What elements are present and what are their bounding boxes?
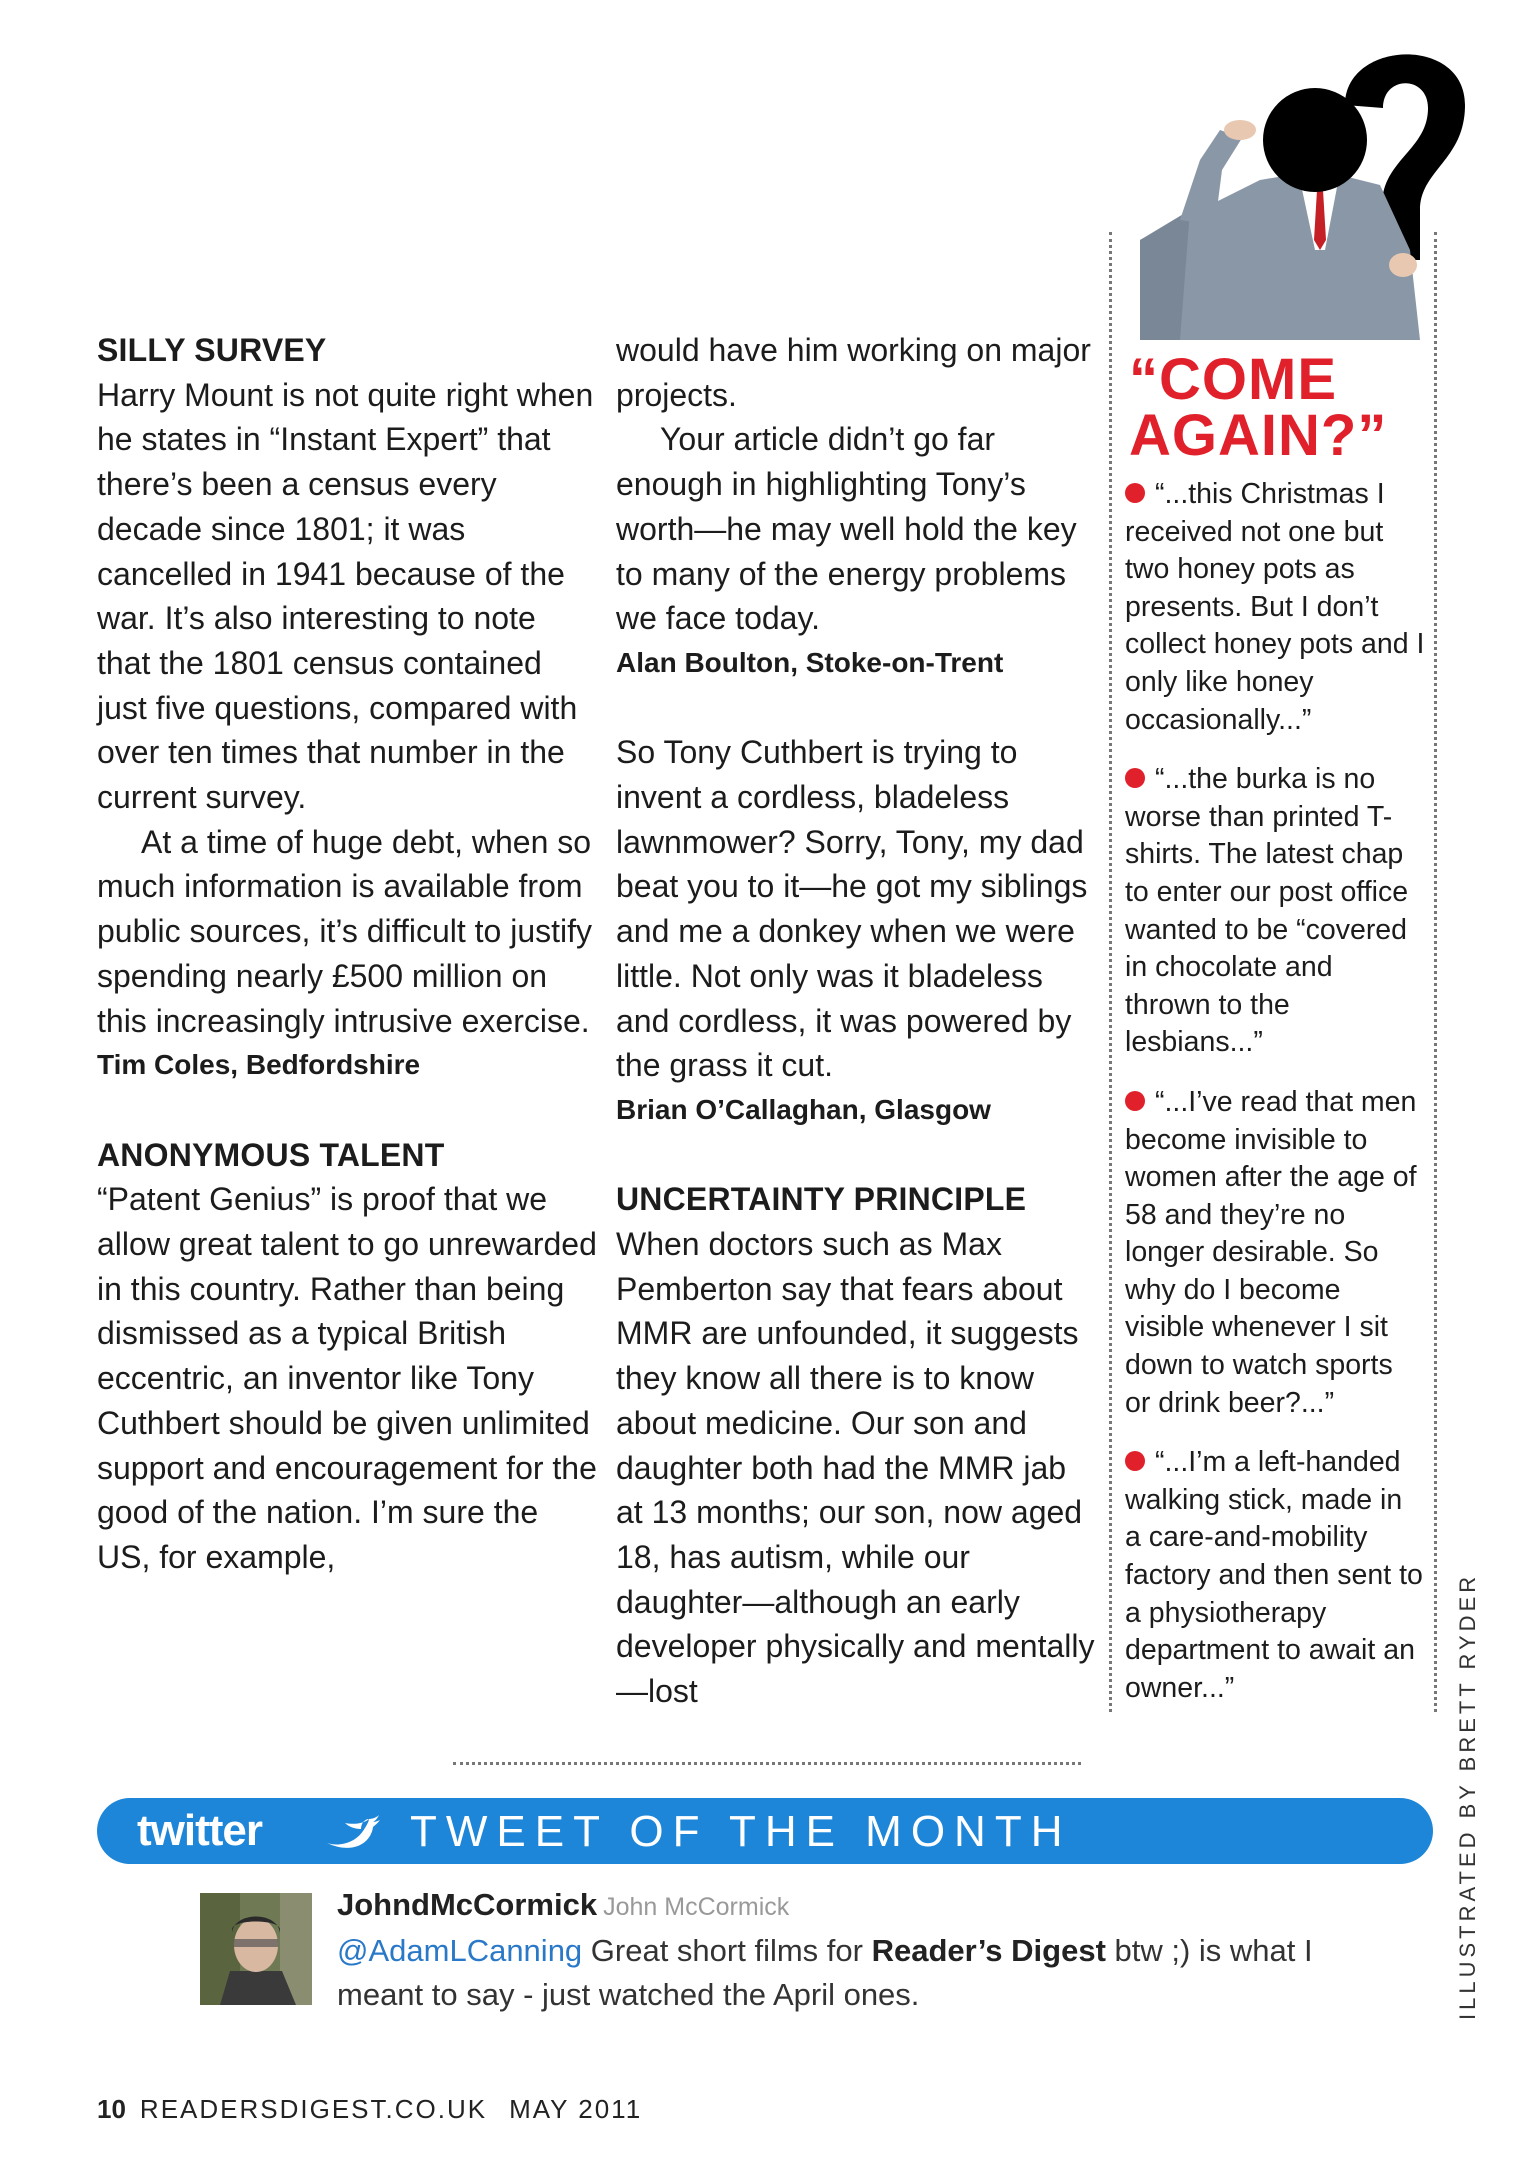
page-footer bbox=[97, 2094, 642, 2125]
letter-paragraph: So Tony Cuthbert is trying to invent a cordless, bladeless lawnmower? Sorry, Tony, my dad beat you to it—he got my siblings and me a donkey when we were little. Not only was it bladeless and cordless, it was powered by the grass it cut. bbox=[616, 734, 1088, 1084]
bullet-icon bbox=[1125, 483, 1145, 503]
heading-uncertainty-principle: UNCERTAINTY PRINCIPLE bbox=[616, 1181, 1027, 1218]
avatar[interactable] bbox=[200, 1893, 312, 2005]
quote-item bbox=[1125, 476, 1425, 739]
letter-paragraph: Harry Mount is not quite right when he states in “Instant Expert” that there’s been a census every decade since 1801; it was cancelled in 1941 because of the war. It’s also interesting to note that the 1801 census contained just five questions, compared with over ten times that number in the current survey. bbox=[97, 376, 594, 816]
letter-paragraph: At a time of huge debt, when so much information is available from public sources, it’s difficult to justify spending nearly £500 million on this increasingly intrusive exercise. bbox=[97, 823, 593, 1039]
tweet-mention-link[interactable]: @AdamLCanning bbox=[337, 1933, 583, 1968]
letter-paragraph: would have him working on major projects. bbox=[616, 332, 1091, 413]
question-man-illustration bbox=[1120, 10, 1480, 350]
sidebar-title-line-1: “COME bbox=[1129, 347, 1337, 412]
issue-date: MAY 2011 bbox=[509, 2094, 643, 2124]
tweet-text: btw ;) is what I meant to say - just watched the April ones. bbox=[337, 1933, 1313, 2012]
sidebar-divider-left bbox=[1109, 232, 1112, 1712]
tweet-of-the-month-banner bbox=[97, 1798, 1433, 1864]
tweet-body bbox=[337, 1929, 1387, 2017]
heading-silly-survey: SILLY SURVEY bbox=[97, 332, 327, 368]
tweet-header bbox=[337, 1883, 1387, 1929]
tweet-fullname: John McCormick bbox=[603, 1893, 790, 1921]
letter-signature: Tim Coles, Bedfordshire bbox=[97, 1049, 421, 1081]
bullet-icon bbox=[1125, 1091, 1145, 1111]
letters-column-1 bbox=[97, 328, 597, 1580]
sidebar-title-line-2: AGAIN?” bbox=[1129, 403, 1388, 468]
bullet-icon bbox=[1125, 1451, 1145, 1471]
quote-text: “...this Christmas I received not one but two honey pots as presents. But I don’t collect honey pots and I only like honey occasionally...” bbox=[1125, 478, 1425, 736]
quote-text: “...I’m a left-handed walking stick, made in a care-and-mobility factory and then sent to a physiotherapy department to await an owner...” bbox=[1125, 1446, 1423, 1704]
sidebar-title bbox=[1129, 347, 1429, 468]
letter-signature: Brian O’Callaghan, Glasgow bbox=[616, 1093, 991, 1125]
letter-paragraph: “Patent Genius” is proof that we allow great talent to go unrewarded in this country. Rather than being dismissed as a typical British eccentric, an inventor like Tony Cuthbert should be given unlimited support and encouragement for the good of the nation. I’m sure the US, for example, bbox=[97, 1181, 597, 1575]
letter-paragraph: When doctors such as Max Pemberton say that fears about MMR are unfounded, it suggests they know all there is to know about medicine. Our son and daughter both had the MMR jab at 13 months; our son, now aged 18, has autism, while our daughter—although an early developer physically and mentally—lost bbox=[616, 1226, 1095, 1710]
sidebar-divider-right bbox=[1434, 232, 1437, 1712]
tweet-bold-text: Reader’s Digest bbox=[871, 1933, 1106, 1968]
quote-text: “...the burka is no worse than printed T-shirts. The latest chap to enter our post office wanted to be “covered in chocolate and thrown to the lesbians...” bbox=[1125, 763, 1409, 1059]
page-number: 10 bbox=[97, 2094, 126, 2124]
banner-title: TWEET OF THE MONTH bbox=[410, 1807, 1072, 1856]
sidebar-quotes bbox=[1125, 476, 1425, 1729]
section-divider bbox=[453, 1762, 1081, 1765]
question-mark-icon bbox=[1120, 10, 1480, 350]
quote-item bbox=[1125, 1444, 1425, 1707]
twitter-logo: twitter bbox=[137, 1806, 262, 1855]
quote-item bbox=[1125, 1084, 1425, 1422]
heading-anonymous-talent: ANONYMOUS TALENT bbox=[97, 1136, 445, 1173]
quote-text: “...I’ve read that men become invisible to women after the age of 58 and they’re no longer desirable. So why do I become visible whenever I sit down to watch sports or drink beer?...” bbox=[1125, 1085, 1417, 1419]
tweet-text: Great short films for bbox=[582, 1933, 872, 1968]
twitter-bird-icon bbox=[325, 1813, 381, 1853]
letters-column-2 bbox=[616, 328, 1096, 1714]
quote-item bbox=[1125, 761, 1425, 1062]
letter-paragraph: Your article didn’t go far enough in highlighting Tony’s worth—he may well hold the key to many of the energy problems we face today. bbox=[616, 421, 1077, 637]
bullet-icon bbox=[1125, 768, 1145, 788]
tweet-username[interactable]: JohndMcCormick bbox=[337, 1887, 598, 1922]
tweet bbox=[337, 1883, 1387, 2017]
letter-signature: Alan Boulton, Stoke-on-Trent bbox=[616, 646, 1004, 678]
illustrator-credit-text: ILLUSTRATED BY BRETT RYDER bbox=[1455, 1572, 1480, 2020]
avatar-photo bbox=[200, 1893, 312, 2005]
site-url: READERSDIGEST.CO.UK bbox=[139, 2094, 488, 2124]
